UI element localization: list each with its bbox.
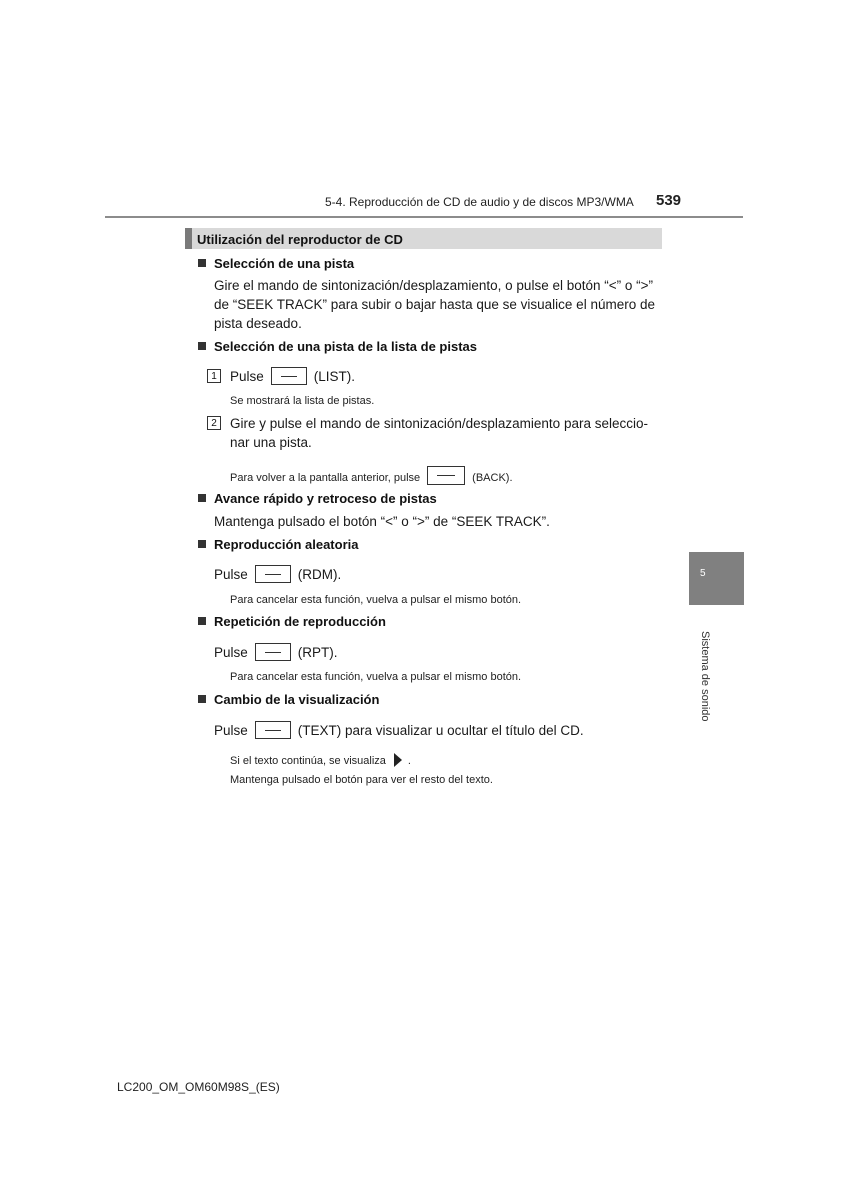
heading-display-change xyxy=(198,692,379,707)
step-text: Gire y pulse el mando de sintonización/desplazamiento para seleccio- xyxy=(230,416,648,431)
note-text xyxy=(230,466,513,485)
heading-text: Cambio de la visualización xyxy=(214,692,380,707)
text-after: (RPT). xyxy=(297,645,338,660)
text-before: Pulse xyxy=(214,567,248,582)
note-text: Se mostrará la lista de pistas. xyxy=(230,395,375,407)
heading-track-list xyxy=(198,339,477,354)
heading-text: Reproducción aleatoria xyxy=(214,537,359,552)
footer-code: LC200_OM_OM60M98S_(ES) xyxy=(117,1080,280,1094)
bullet-square-icon xyxy=(198,342,206,350)
chapter-tab xyxy=(689,552,744,605)
note-text: Mantenga pulsado el botón para ver el resto del texto. xyxy=(230,774,493,786)
text-after: (TEXT) para visualizar u ocultar el título del CD. xyxy=(297,723,584,738)
note-text-before: Si el texto continúa, se visualiza xyxy=(230,755,386,767)
paragraph-line xyxy=(214,643,338,662)
bullet-square-icon xyxy=(198,259,206,267)
page-number: 539 xyxy=(656,192,682,209)
list-button-icon xyxy=(271,367,307,385)
rpt-button-icon xyxy=(255,643,291,661)
bullet-square-icon xyxy=(198,617,206,625)
bullet-square-icon xyxy=(198,494,206,502)
header-rule xyxy=(105,216,743,218)
step-text xyxy=(230,367,355,386)
paragraph-line: pista deseado. xyxy=(214,316,302,331)
text-button-icon xyxy=(255,721,291,739)
note-text-after: (BACK). xyxy=(472,472,513,484)
step-number: 2 xyxy=(207,416,221,430)
heading-random xyxy=(198,537,358,552)
step-number: 1 xyxy=(207,369,221,383)
step-text-before: Pulse xyxy=(230,369,264,384)
chapter-label: Sistema de sonido xyxy=(699,631,711,722)
text-before: Pulse xyxy=(214,645,248,660)
text-before: Pulse xyxy=(214,723,248,738)
heading-track-selection xyxy=(198,256,354,271)
heading-repeat xyxy=(198,614,386,629)
running-header: 5-4. Reproducción de CD de audio y de discos MP3/WMA xyxy=(325,195,634,209)
note-text-before: Para volver a la pantalla anterior, pulse xyxy=(230,472,421,484)
step-text: nar una pista. xyxy=(230,435,312,450)
note-text-after: . xyxy=(407,755,411,767)
paragraph-line: Gire el mando de sintonización/desplazamiento, o pulse el botón “<” o “>” xyxy=(214,278,654,293)
heading-text: Selección de una pista xyxy=(214,256,355,271)
paragraph-line: Mantenga pulsado el botón “<” o “>” de “SEEK TRACK”. xyxy=(214,514,550,529)
heading-text: Selección de una pista de la lista de pistas xyxy=(214,339,477,354)
section-title: Utilización del reproductor de CD xyxy=(197,232,403,247)
back-button-icon xyxy=(427,466,465,485)
paragraph-line: de “SEEK TRACK” para subir o bajar hasta que se visualice el número de xyxy=(214,297,655,312)
step-text-after: (LIST). xyxy=(313,369,356,384)
text-after: (RDM). xyxy=(297,567,342,582)
note-text: Para cancelar esta función, vuelva a pulsar el mismo botón. xyxy=(230,594,522,606)
note-text: Para cancelar esta función, vuelva a pulsar el mismo botón. xyxy=(230,671,522,683)
chapter-number: 5 xyxy=(700,568,706,579)
paragraph-line xyxy=(214,721,584,740)
heading-fast-forward xyxy=(198,491,437,506)
rdm-button-icon xyxy=(255,565,291,583)
note-text xyxy=(230,753,411,767)
play-arrow-icon xyxy=(394,753,402,767)
heading-text: Avance rápido y retroceso de pistas xyxy=(214,491,437,506)
bullet-square-icon xyxy=(198,695,206,703)
heading-text: Repetición de reproducción xyxy=(214,614,386,629)
paragraph-line xyxy=(214,565,341,584)
bullet-square-icon xyxy=(198,540,206,548)
